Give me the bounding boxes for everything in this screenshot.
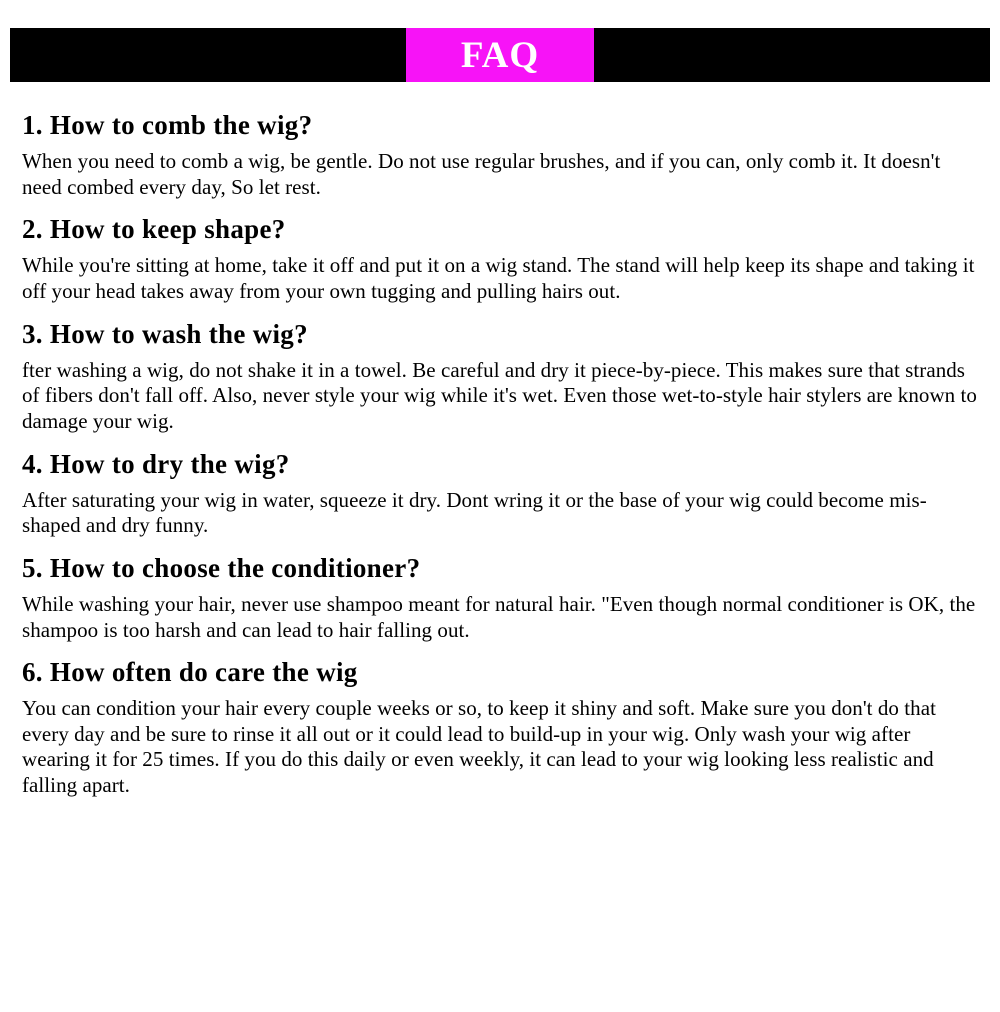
faq-answer: fter washing a wig, do not shake it in a towel. Be careful and dry it piece-by-piece. This makes sure that strands of fibers don't fall off. Also, never style your wig while it's wet. Even those wet-to-style hair stylers are known to damage your wig. [22, 357, 977, 433]
faq-item [22, 212, 982, 304]
faq-page [0, 28, 1000, 1012]
faq-answer: You can condition your hair every couple weeks or so, to keep it shiny and soft. Make sure you don't do that every day and be sure to rinse it all out or it could lead to build-up in your wig. Only wash your wig after wearing it for 25 times. If you do this daily or even weekly, it can lead to your wig looking less realistic and falling apart. [22, 696, 936, 798]
faq-question: 1. How to comb the wig? [22, 110, 313, 140]
faq-item [22, 655, 982, 799]
faq-answer: While washing your hair, never use shampoo meant for natural hair. "Even though normal conditioner is OK, the shampoo is too harsh and can lead to hair falling out. [22, 591, 976, 642]
faq-question: 6. How often do care the wig [22, 657, 358, 688]
faq-question: 2. How to keep shape? [22, 214, 286, 245]
faq-question: 4. How to dry the wig? [22, 448, 290, 479]
faq-header-banner [10, 28, 990, 82]
faq-question: 5. How to choose the conditioner? [22, 552, 421, 583]
faq-question: 3. How to wash the wig? [22, 318, 308, 349]
faq-answer: When you need to comb a wig, be gentle. Do not use regular brushes, and if you can, only comb it. It doesn't need combed every day, So let rest. [22, 149, 941, 199]
faq-item [22, 447, 982, 539]
faq-item [22, 551, 982, 643]
faq-item [22, 108, 982, 200]
faq-title-chip [406, 28, 594, 82]
faq-answer: While you're sitting at home, take it off and put it on a wig stand. The stand will help keep its shape and taking it off your head takes away from your own tugging and pulling hairs out. [22, 253, 975, 304]
faq-list [0, 82, 1000, 799]
page-title: FAQ [460, 34, 540, 76]
faq-item [22, 317, 982, 435]
faq-answer: After saturating your wig in water, squeeze it dry. Dont wring it or the base of your wig could become mis-shaped and dry funny. [22, 487, 927, 538]
